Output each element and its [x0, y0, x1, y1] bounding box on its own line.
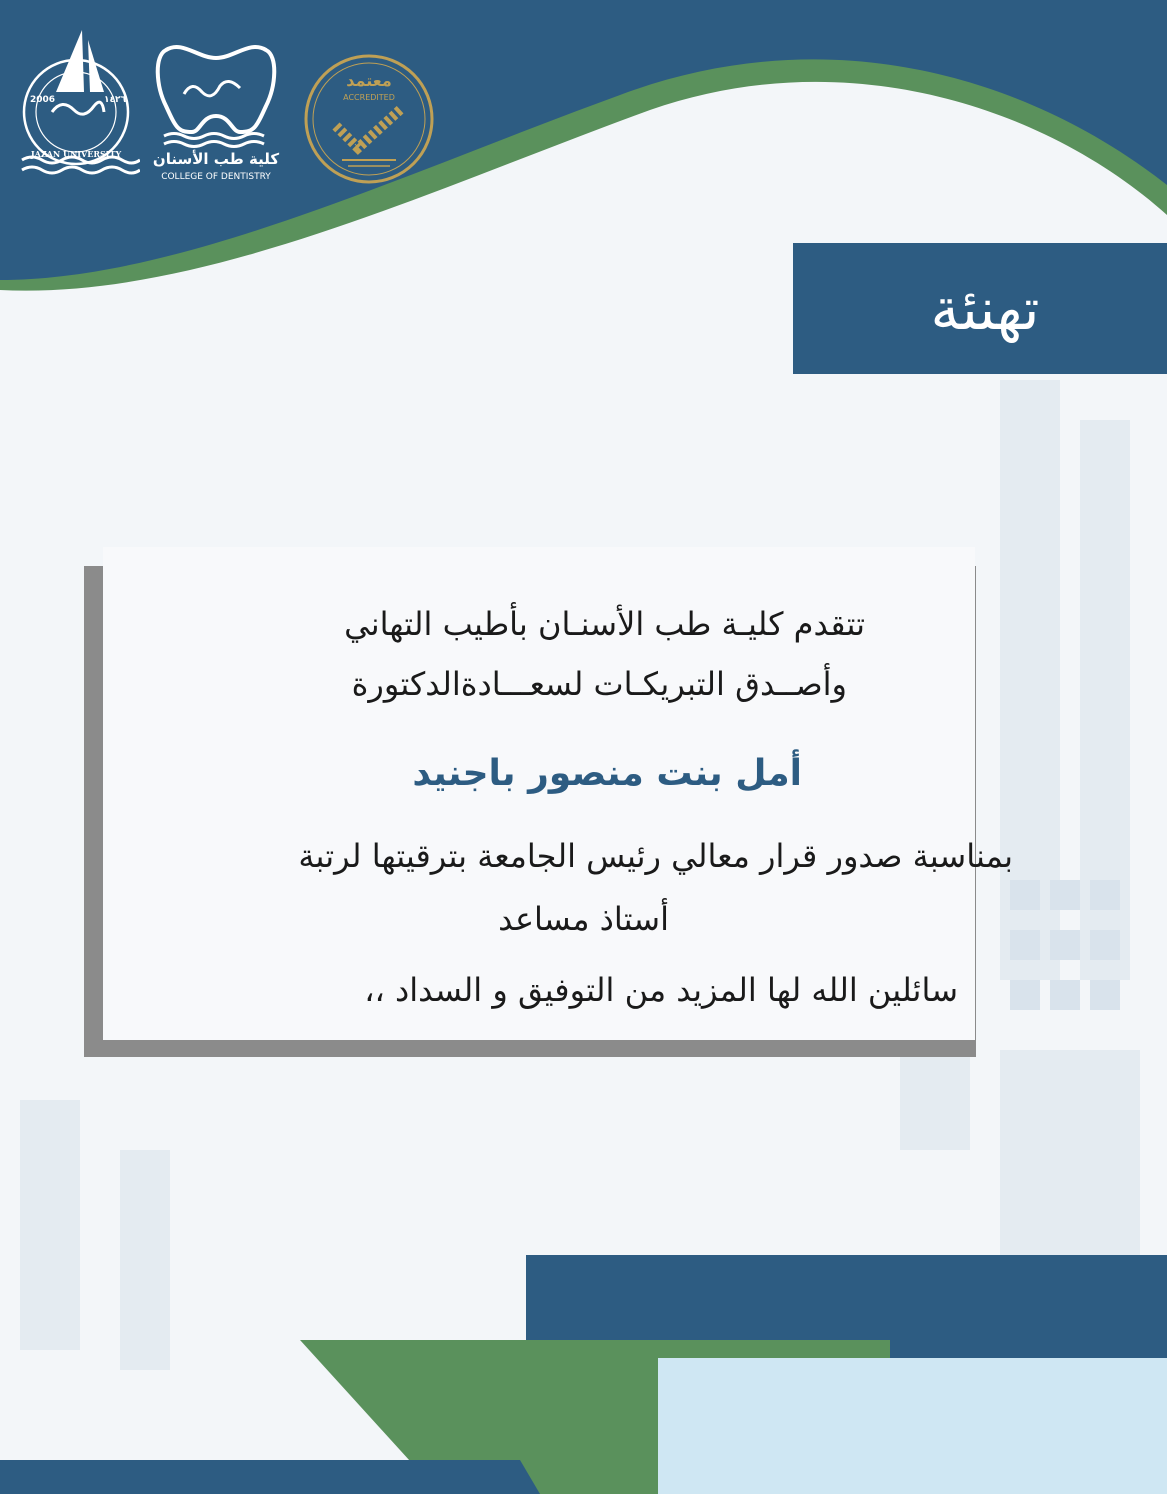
message-line-1: تتقدم كليـة طب الأسنـان بأطيب التهاني: [344, 605, 865, 643]
page-title: تهنئة: [930, 274, 1040, 343]
footer-shapes: [0, 1250, 1167, 1494]
message-card: [103, 547, 1013, 1040]
accredited-label-en: ACCREDITED: [343, 93, 395, 102]
university-year-right: ١٤٢٦: [104, 95, 126, 105]
college-of-dentistry-logo: [144, 36, 289, 186]
recipient-name: أمل بنت منصور باجنيد: [412, 753, 802, 794]
jazan-university-logo: [12, 22, 140, 182]
college-name-ar: كلية طب الأسنان: [152, 150, 280, 168]
university-year-left: 2006: [30, 95, 56, 105]
accredited-seal: [302, 52, 436, 186]
college-name-en: COLLEGE OF DENTISTRY: [161, 172, 271, 182]
message-line-5: سائلين الله لها المزيد من التوفيق و السداد ،،: [364, 971, 958, 1009]
university-name: JAZAN UNIVERSITY: [30, 149, 122, 159]
title-box: [793, 243, 1167, 374]
message-line-2: وأصــدق التبريكـات لسعـــادةالدكتورة: [351, 665, 847, 703]
message-line-4: أستاذ مساعد: [498, 900, 669, 938]
accredited-label-ar: معتمد: [346, 71, 392, 90]
message-line-3: بمناسبة صدور قرار معالي رئيس الجامعة بترقيتها لرتبة: [298, 837, 1013, 875]
